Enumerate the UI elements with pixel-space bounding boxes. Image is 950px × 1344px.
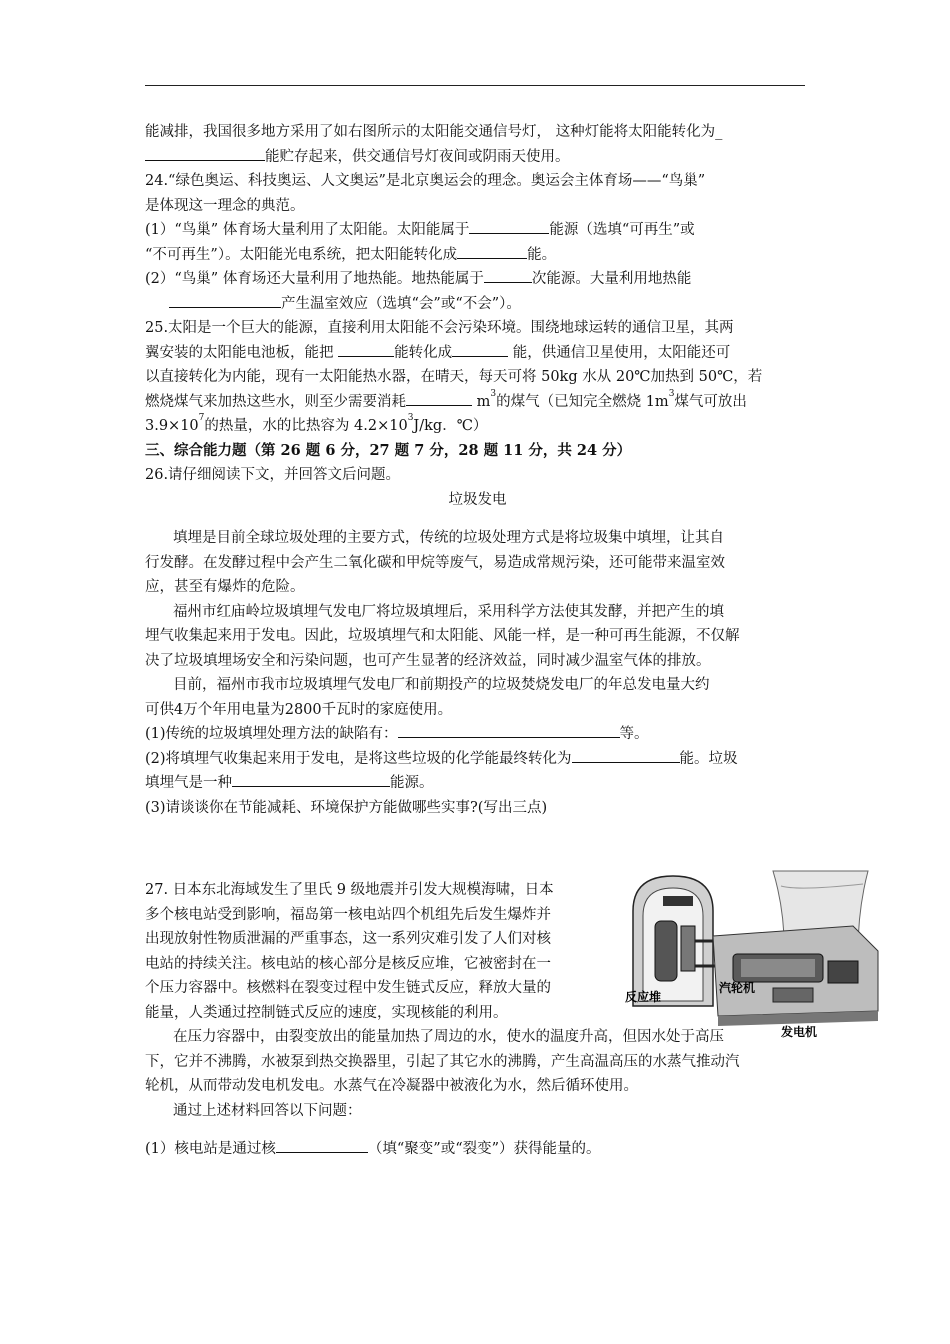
q27-line-6: 能量，人类通过控制链式反应的速度，实现核能的利用。 xyxy=(145,1004,508,1021)
q26-para1-line-2: 行发酵。在发酵过程中会产生二氧化碳和甲烷等废气，易造成常规污染，还可能带来温室效 xyxy=(145,554,725,571)
q24-line-2: 是体现这一理念的典范。 xyxy=(145,197,305,214)
answer-blank[interactable] xyxy=(232,772,390,787)
answer-blank[interactable] xyxy=(338,342,394,357)
q27-question-1: (1）核电站是通过核 （填“聚变”或“裂变”）获得能量的。 xyxy=(145,1137,810,1162)
q27-prompt: 通过上述材料回答以下问题： xyxy=(173,1102,362,1119)
q26-para2-line-2: 埋气收集起来用于发电。因此，垃圾填埋气和太阳能、风能一样，是一种可再生能源，不仅解 xyxy=(145,628,740,644)
q26-question-2: (2)将填埋气收集起来用于发电，是将这些垃圾的化学能最终转化为 能。垃圾 xyxy=(145,747,810,772)
q26-para1-line-1: 填埋是目前全球垃圾处理的主要方式，传统的垃圾处理方式是将垃圾集中填埋，让其自 xyxy=(173,530,724,546)
answer-blank[interactable] xyxy=(276,1138,368,1153)
q27-line-4: 电站的持续关注。核电站的核心部分是核反应堆，它被密封在一 xyxy=(145,955,551,972)
answer-blank[interactable] xyxy=(406,391,472,406)
q27-para2-line-1: 在压力容器中，由裂变放出的能量加热了周边的水，使水的温度升高，但因水处于高压 xyxy=(173,1029,724,1045)
q25-line-5: $3.9\times 10^7$的热量，水的比热容为 $4.2\times 10^3J/kg$．℃） xyxy=(145,413,488,434)
q25-line-2: 翼安装的太阳能电池板，能把 能转化成 能，供通信卫星使用，太阳能还可 xyxy=(145,341,810,366)
q25-line-1: 25.太阳是一个巨大的能源，直接利用太阳能不会污染环境。围绕地球运转的通信卫星，其两 xyxy=(145,320,734,336)
answer-blank[interactable] xyxy=(452,342,508,357)
q27-line-2: 多个核电站受到影响，福岛第一核电站四个机组先后发生爆炸并 xyxy=(145,906,551,923)
q25-line-3: 以直接转化为内能，现有一太阳能热水器，在晴天，每天可将 50kg 水从 20℃加热到 50℃，若 xyxy=(145,369,763,385)
header-rule xyxy=(145,85,805,86)
label-turbine: 汽轮机 xyxy=(719,981,756,995)
label-generator: 发电机 xyxy=(781,1025,818,1039)
q24-line-1: 24.“绿色奥运、科技奥运、人文奥运”是北京奥运会的理念。奥运会主体育场——“鸟巢” xyxy=(145,173,706,189)
answer-blank[interactable] xyxy=(145,146,265,161)
answer-blank[interactable] xyxy=(469,219,549,234)
exam-page xyxy=(145,120,818,1162)
answer-blank[interactable] xyxy=(572,748,680,763)
q24-sub2-line-2: 产生温室效应（选填“会”或“不会”）。 xyxy=(145,292,810,317)
nuclear-plant-figure xyxy=(623,866,885,1041)
q27-line-5: 个压力容器中。核燃料在裂变过程中发生链式反应，释放大量的 xyxy=(145,980,551,996)
answer-blank[interactable] xyxy=(457,244,527,259)
q26-intro: 26.请仔细阅读下文，并回答文后问题。 xyxy=(145,467,401,483)
q24-sub1-line-1: (1）“鸟巢” 体育场大量利用了太阳能。太阳能属于 能源（选填“可再生”或 xyxy=(145,218,810,243)
q26-para3-line-2: 可供4万个年用电量为2800千瓦时的家庭使用。 xyxy=(145,701,453,718)
q26-question-1: (1)传统的垃圾填埋处理方法的缺陷有： 等。 xyxy=(145,722,810,747)
q26-para2-line-1: 福州市红庙岭垃圾填埋气发电厂将垃圾填埋后，采用科学方法使其发酵，并把产生的填 xyxy=(173,603,724,620)
label-reactor: 反应堆 xyxy=(625,990,662,1004)
q26-article-title: 垃圾发电 xyxy=(448,491,507,508)
q23-line-1: 能减排，我国很多地方采用了如右图所示的太阳能交通信号灯， 这种灯能将太阳能转化为_ xyxy=(145,124,723,140)
q26-question-2-cont: 填埋气是一种 能源。 xyxy=(145,771,810,796)
answer-blank[interactable] xyxy=(484,268,532,283)
q27-para2-line-3: 轮机，从而带动发电机发电。水蒸气在冷凝器中被液化为水，然后循环使用。 xyxy=(145,1078,638,1094)
q23-line-2: 能贮存起来，供交通信号灯夜间或阴雨天使用。 xyxy=(145,145,810,170)
section-3-heading: 三、综合能力题（第 26 题 6 分，27 题 7 分，28 题 11 分，共 24 分） xyxy=(145,441,632,459)
q26-para2-line-3: 决了垃圾填埋场安全和污染问题，也可产生显著的经济效益，同时减少温室气体的排放。 xyxy=(145,652,711,669)
q26-para3-line-1: 目前，福州市我市垃圾填埋气发电厂和前期投产的垃圾焚烧发电厂的年总发电量大约 xyxy=(173,677,710,693)
q26-question-3: (3)请谈谈你在节能减耗、环境保护方能做哪些实事?(写出三点) xyxy=(145,799,548,816)
answer-blank[interactable] xyxy=(169,293,281,308)
q27-line-3: 出现放射性物质泄漏的严重事态，这一系列灾难引发了人们对核 xyxy=(145,931,551,947)
q24-sub2-line-1: (2）“鸟巢” 体育场还大量利用了地热能。地热能属于 次能源。大量利用地热能 xyxy=(145,267,810,292)
q24-sub1-line-2: “不可再生”）。太阳能光电系统，把太阳能转化成 能。 xyxy=(145,243,810,268)
q26-para1-line-3: 应，甚至有爆炸的危险。 xyxy=(145,579,305,595)
q27-line-1: 27. 日本东北海域发生了里氏 9 级地震并引发大规模海啸，日本 xyxy=(145,882,554,898)
q27-para2-line-2: 下，它并不沸腾，水被泵到热交换器里，引起了其它水的沸腾，产生高温高压的水蒸气推动汽 xyxy=(145,1053,740,1070)
q25-line-4: 燃烧煤气来加热这些水，则至少需要消耗 $m^3$的煤气（已知完全燃烧 $1m^3$煤气可放出 xyxy=(145,388,747,410)
answer-blank[interactable] xyxy=(398,723,620,738)
